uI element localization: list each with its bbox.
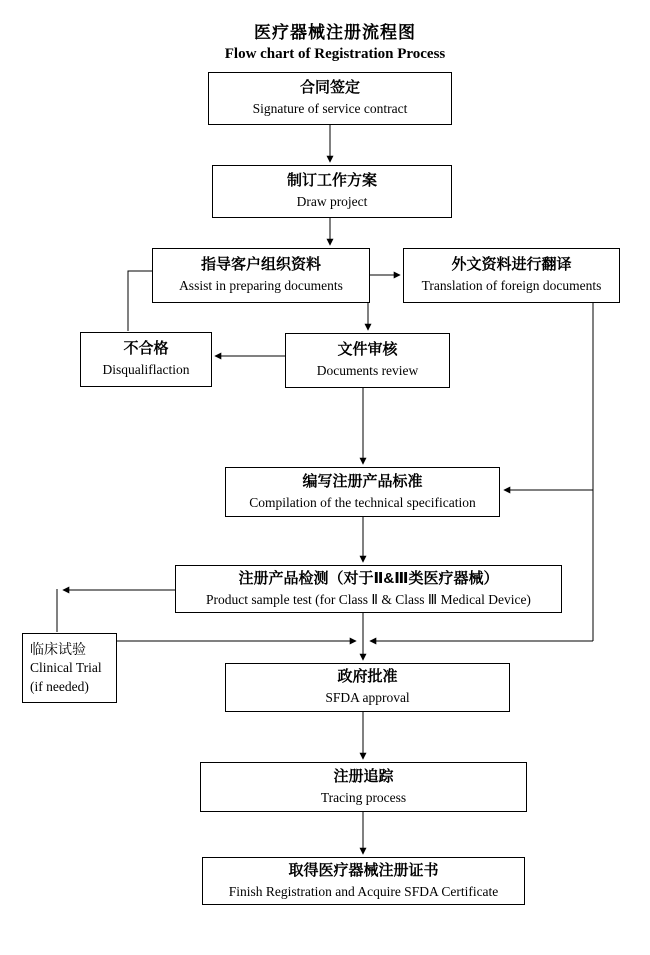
connector-disqualification-to-assist [128,271,152,331]
node-sfda-approval [225,663,510,712]
node-review-label-en: Documents review [316,363,419,379]
node-translation-label-cn: 外文资料进行翻译 [451,256,572,274]
node-project-label-cn: 制订工作方案 [286,172,377,190]
node-tracing-process [200,762,527,812]
node-translation-label-en: Translation of foreign documents [421,278,602,294]
node-contract-label-cn: 合同签定 [299,79,360,97]
node-review-label-cn: 文件审核 [337,341,398,359]
node-tracing-label-en: Tracing process [320,789,407,805]
page-title-en: Flow chart of Registration Process [224,46,446,62]
node-compilation-label-cn: 编写注册产品标准 [302,472,423,490]
node-clinical-label-en2: (if needed) [30,678,89,694]
node-certificate-label-cn: 取得医疗器械注册证书 [288,861,439,879]
page-title-cn: 医疗器械注册流程图 [254,23,416,42]
node-assist-documents [152,248,370,303]
node-clinical-trial [22,633,117,703]
chart-header [20,18,650,63]
node-contract-signature [208,72,452,125]
node-product-sample-test [175,565,562,613]
node-project-label-en: Draw project [296,194,368,210]
node-technical-specification [225,467,500,517]
node-translation [403,248,620,303]
node-documents-review [285,333,450,388]
node-disqualification [80,332,212,387]
node-tracing-label-cn: 注册追踪 [333,767,394,785]
node-sample-label-cn: 注册产品检测（对于Ⅱ&Ⅲ类医疗器械） [238,569,499,587]
node-draw-project [212,165,452,218]
node-contract-label-en: Signature of service contract [252,101,408,117]
node-approval-label-en: SFDA approval [325,690,410,706]
node-disqualification-label-cn: 不合格 [123,340,169,358]
node-acquire-certificate [202,857,525,905]
node-approval-label-cn: 政府批准 [337,668,398,686]
node-clinical-label-cn: 临床试验 [30,640,86,657]
node-certificate-label-en: Finish Registration and Acquire SFDA Certificate [228,883,499,899]
node-sample-label-en: Product sample test (for Class Ⅱ & Class Ⅲ Medical Device) [206,591,531,607]
node-disqualification-label-en: Disqualiflaction [102,362,190,378]
node-assist-label-cn: 指导客户组织资料 [200,256,321,274]
node-assist-label-en: Assist in preparing documents [179,278,343,294]
node-compilation-label-en: Compilation of the technical specification [249,494,476,510]
node-clinical-label-en: Clinical Trial [30,660,102,676]
